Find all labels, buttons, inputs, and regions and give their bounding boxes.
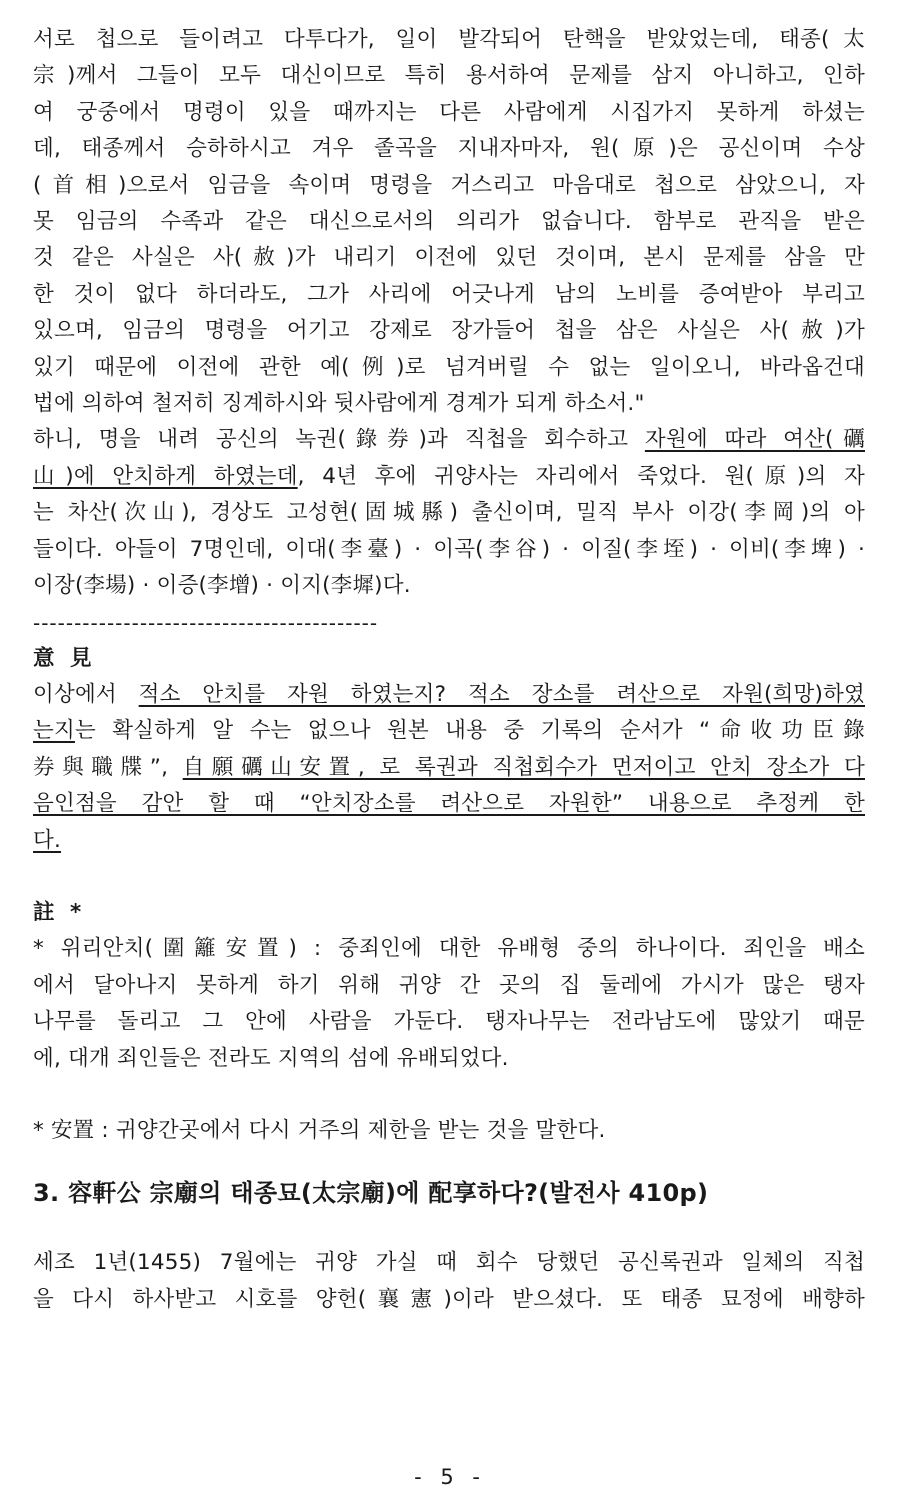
underlined-text: 자원에 따라 여산(礪: [644, 427, 865, 453]
section-3: [33, 1173, 865, 1318]
text-line: 한 것이 없다 하더라도, 그가 사리에 어긋나게 남의 노비를 증여받아 부리고: [33, 281, 865, 307]
text-line: 여 궁중에서 명령이 있을 때까지는 다른 사람에게 시집가지 못하게 하셨는: [33, 99, 865, 125]
text-line: 이장(李場) · 이증(李增) · 이지(李墀)다.: [33, 573, 411, 599]
text-line: 있기 때문에 이전에 관한 예(例)로 넘겨버릴 수 없는 일이오니, 바라옵건대: [33, 354, 865, 380]
text-line: [33, 786, 865, 822]
note-line: * 安置 : 귀양간곳에서 다시 거주의 제한을 받는 것을 말한다.: [33, 1117, 606, 1143]
text-segment: 는 확실하게 알 수는 없으나 원본 내용 중 기록의 순서가 “命收功臣錄: [74, 718, 865, 744]
text-line: 것 같은 사실은 사(赦)가 내리기 이전에 있던 것이며, 본시 문제를 삼을 만: [33, 245, 865, 271]
section-title: 3. 容軒公 宗廟의 태종묘(太宗廟)에 配享하다?(발전사 410p): [33, 1179, 709, 1208]
underlined-text: 山)에 안치하게 하였는데: [33, 463, 298, 489]
dashed-divider: ------------------------------------------: [33, 610, 379, 635]
note-line: 에서 달아나지 못하게 하기 위해 귀양 간 곳의 집 둘레에 가시가 많은 탱자: [33, 972, 865, 998]
text-line: [33, 422, 865, 458]
text-line: [33, 677, 865, 713]
text-line: [33, 713, 865, 749]
text-line: [33, 459, 865, 495]
note-line: 에, 대개 죄인들은 전라도 지역의 섬에 유배되었다.: [33, 1045, 509, 1071]
text-line: [33, 750, 865, 786]
text-line: [33, 823, 865, 859]
text-line: 데, 태종께서 승하하시고 겨우 졸곡을 지내자마자, 원(原)은 공신이며 수상: [33, 136, 865, 162]
text-line: (首相)으로서 임금을 속이며 명령을 거스리고 마음대로 첩으로 삼았으니, 자: [33, 172, 865, 198]
note-line: * 위리안치(圍籬安置) : 중죄인에 대한 유배형 중의 하나이다. 죄인을 배소: [33, 936, 865, 962]
text-line: 못 임금의 수족과 같은 대신으로서의 의리가 없습니다. 함부로 관직을 받은: [33, 209, 865, 235]
document-page: [33, 22, 865, 1318]
text-line: 서로 첩으로 들이려고 다투다가, 일이 발각되어 탄핵을 받았었는데, 태종(太: [33, 27, 865, 52]
underlined-text: 다.: [33, 827, 62, 853]
text-segment: 券與職牒”,: [33, 754, 183, 780]
text-line: 는 차산(次山), 경상도 고성현(固城縣) 출신이며, 밀직 부사 이강(李岡)의 아: [33, 500, 865, 526]
text-line: 법에 의하여 철저히 징계하시와 뒷사람에게 경계가 되게 하소서.": [33, 391, 645, 417]
note-line: 나무를 돌리고 그 안에 사람을 가둔다. 탱자나무는 전라남도에 많았기 때문: [33, 1009, 865, 1035]
underlined-text: 음인점을 감안 할 때 “안치장소를 려산으로 자원한” 내용으로 추정케 한: [33, 791, 865, 817]
text-line: 을 다시 하사받고 시호를 양헌(襄憲)이라 받으셨다. 또 태종 묘정에 배향하: [33, 1286, 865, 1312]
notes-section: [33, 895, 865, 1149]
page-number: - 5 -: [414, 1465, 486, 1489]
body-paragraph: [33, 22, 865, 605]
text-segment: , 4년 후에 귀양사는 자리에서 죽었다. 원(原)의 자: [297, 463, 865, 489]
text-segment: 이상에서: [33, 681, 139, 707]
text-line: 세조 1년(1455) 7월에는 귀양 가실 때 회수 당했던 공신록권과 일체의 직첩: [33, 1250, 865, 1276]
underlined-text: 는지: [33, 718, 75, 744]
opinion-section: [33, 641, 865, 859]
text-line: 宗)께서 그들이 모두 대신이므로 특히 용서하여 문제를 삼지 아니하고, 인하: [33, 63, 865, 89]
underlined-text: 적소 안치를 자원 하였는지? 적소 장소를 려산으로 자원(희망)하였: [138, 681, 865, 707]
text-segment: 하니, 명을 내려 공신의 녹권(錄券)과 직첩을 회수하고: [33, 427, 645, 453]
underlined-text: 自願礪山安置, 로 록권과 직첩회수가 먼저이고 안치 장소가 다: [182, 754, 865, 780]
opinion-heading: 意 見: [33, 645, 96, 671]
text-line: 있으며, 임금의 명령을 어기고 강제로 장가들어 첩을 삼은 사실은 사(赦)가: [33, 318, 865, 344]
text-line: 들이다. 아들이 7명인데, 이대(李臺) · 이곡(李谷) · 이질(李垤) · 이비(李埤) ·: [33, 536, 865, 562]
notes-heading: 註 *: [33, 899, 86, 925]
